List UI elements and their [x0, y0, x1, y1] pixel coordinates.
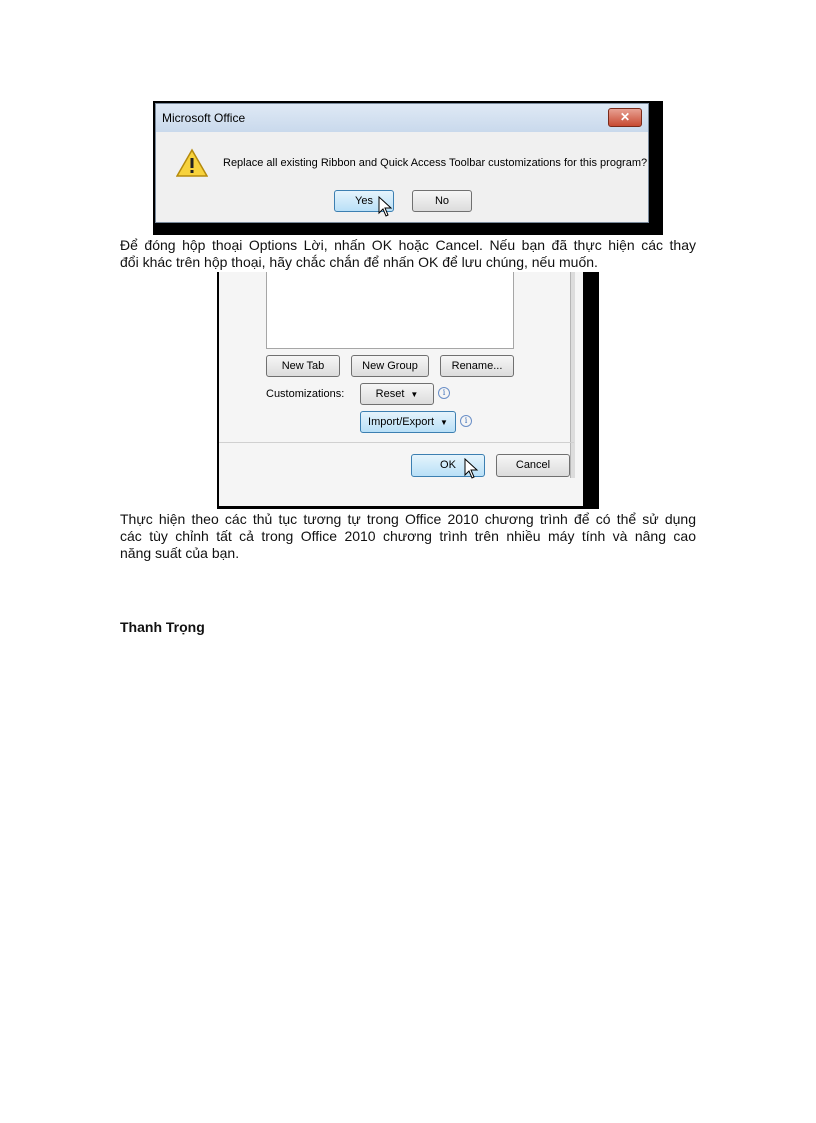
word-options-screenshot [217, 272, 599, 509]
footer-divider [219, 442, 574, 443]
import-export-info-icon[interactable]: i [460, 415, 472, 427]
dialog-titlebar [156, 104, 648, 132]
paragraph-1-line-1: Để đóng hộp thoại Options Lời, nhấn OK hoặc Cancel. Nếu bạn đã thực hiện các thay [120, 237, 696, 253]
reset-info-icon[interactable]: i [438, 387, 450, 399]
paragraph-2-line-2: các tùy chỉnh tất cả trong Office 2010 chương trình trên nhiều máy tính và nâng cao [120, 528, 696, 544]
pane-scroll-edge [570, 272, 575, 478]
cancel-button[interactable] [496, 454, 570, 477]
paragraph-1-line-2: đổi khác trên hộp thoại, hãy chắc chắn để nhấn OK để lưu chúng, nếu muốn. [120, 254, 598, 270]
options-pane [219, 272, 583, 506]
paragraph-2 [120, 511, 696, 562]
reset-label: Reset [375, 388, 405, 400]
cancel-button-label: Cancel [515, 459, 551, 471]
warning-icon [176, 148, 208, 178]
reset-dropdown[interactable] [360, 383, 434, 405]
new-tab-label: New Tab [281, 360, 325, 372]
commands-listbox[interactable] [266, 272, 514, 349]
paragraph-1 [120, 237, 696, 271]
no-button[interactable] [412, 190, 472, 212]
no-button-label: No [434, 195, 450, 207]
close-icon: ✕ [619, 110, 631, 124]
confirm-dialog-screenshot [153, 101, 663, 235]
paragraph-2-line-1: Thực hiện theo các thủ tục tương tự trong Office 2010 chương trình để có thể sử dụng [120, 511, 696, 527]
rename-label: Rename... [451, 360, 503, 372]
customizations-label: Customizations: [266, 388, 345, 400]
confirm-dialog-window [155, 103, 649, 223]
chevron-down-icon: ▼ [440, 418, 448, 427]
import-export-dropdown[interactable] [360, 411, 456, 433]
mouse-pointer-icon [378, 196, 394, 218]
author-name: Thanh Trọng [120, 619, 205, 635]
dialog-message: Replace all existing Ribbon and Quick Access Toolbar customizations for this program? [223, 157, 648, 169]
close-button[interactable] [608, 108, 642, 127]
mouse-pointer-icon [464, 458, 480, 480]
import-export-label: Import/Export [368, 416, 435, 428]
new-group-button[interactable] [351, 355, 429, 377]
rename-button[interactable] [440, 355, 514, 377]
new-group-label: New Group [362, 360, 418, 372]
paragraph-2-line-3: năng suất của bạn. [120, 545, 240, 561]
new-tab-button[interactable] [266, 355, 340, 377]
ok-button-label: OK [440, 459, 456, 471]
dialog-title: Microsoft Office [162, 111, 246, 125]
chevron-down-icon: ▼ [410, 390, 419, 399]
yes-button-label: Yes [355, 195, 373, 207]
